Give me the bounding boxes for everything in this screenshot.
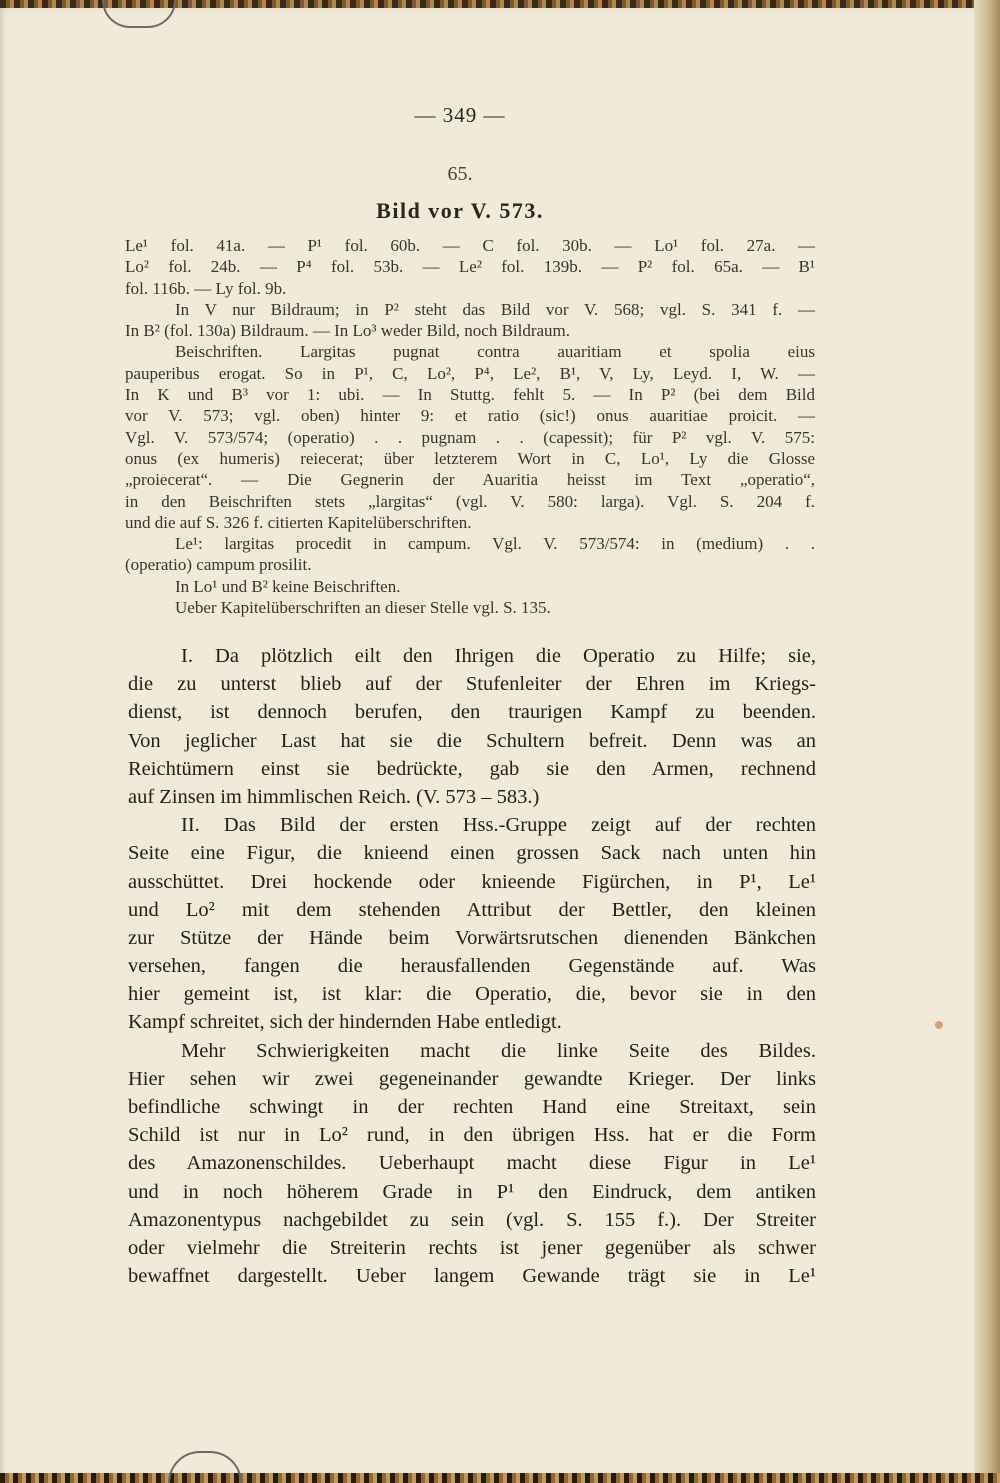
corner-mark-bottom bbox=[168, 1451, 242, 1483]
note-line: (operatio) campum prosilit. bbox=[125, 555, 312, 575]
section-number: 65. bbox=[447, 163, 473, 185]
body-line: Von jeglicher Last hat sie die Schultern befreit. Denn was an bbox=[128, 729, 816, 752]
body-line: befindliche schwingt in der rechten Hand eine Streitaxt, sein bbox=[128, 1096, 816, 1118]
footnote-block bbox=[125, 235, 815, 618]
note-line: In B² (fol. 130a) Bildraum. — In Lo³ weder Bild, noch Bildraum. bbox=[125, 321, 571, 341]
body-line: hier gemeint ist, ist klar: die Operatio, die, bevor sie in den bbox=[128, 983, 816, 1006]
note-line: Beischriften. Largitas pugnat contra auaritiam et spolia eius bbox=[175, 342, 815, 362]
note-line: fol. 116b. — Ly fol. 9b. bbox=[125, 278, 287, 298]
note-line: Le¹ fol. 41a. — P¹ fol. 60b. — C fol. 30b. — Lo¹ fol. 27a. — bbox=[125, 236, 815, 255]
body-line: Reichtümern einst sie bedrückte, gab sie den Armen, rechnend bbox=[128, 757, 816, 780]
body-line: Hier sehen wir zwei gegeneinander gewandte Krieger. Der links bbox=[128, 1067, 816, 1090]
note-line: Le¹: largitas procedit in campum. Vgl. V. 573/574: in (medium) . . bbox=[175, 534, 815, 554]
body-line: auf Zinsen im himmlischen Reich. (V. 573 – 583.) bbox=[128, 785, 540, 808]
body-line: bewaffnet dargestellt. Ueber langem Gewande trägt sie in Le¹ bbox=[128, 1265, 816, 1288]
note-line: Vgl. V. 573/574; (operatio) . . pugnam . . (capessit); für P² vgl. V. 575: bbox=[125, 427, 815, 447]
body-line: des Amazonenschildes. Ueberhaupt macht diese Figur in Le¹ bbox=[128, 1152, 816, 1175]
body-line: die zu unterst blieb auf der Stufenleiter der Ehren im Kriegs- bbox=[128, 673, 816, 696]
body-line: II. Das Bild der ersten Hss.-Gruppe zeigt auf der rechten bbox=[181, 814, 816, 837]
body-text bbox=[128, 642, 816, 1290]
note-line: vor V. 573; vgl. oben) hinter 9: et ratio (sic!) onus auaritiae proicit. — bbox=[125, 406, 815, 426]
note-line: Ueber Kapitelüberschriften an dieser Stelle vgl. S. 135. bbox=[175, 598, 551, 618]
body-line: Schild ist nur in Lo² rund, in den übrigen Hss. hat er die Form bbox=[128, 1124, 816, 1147]
body-line: oder vielmehr die Streiterin rechts ist jener gegenüber als schwer bbox=[128, 1236, 816, 1259]
note-line: In V nur Bildraum; in P² steht das Bild vor V. 568; vgl. S. 341 f. — bbox=[175, 299, 815, 319]
body-line: und Lo² mit dem stehenden Attribut der Bettler, den kleinen bbox=[128, 898, 816, 921]
note-line: onus (ex humeris) reiecerat; über letzterem Wort in C, Lo¹, Ly die Glosse bbox=[125, 448, 815, 468]
body-line: Kampf schreitet, sich der hindernden Habe entledigt. bbox=[128, 1011, 562, 1034]
body-line: Seite eine Figur, die knieend einen grossen Sack nach unten hin bbox=[128, 842, 816, 865]
note-line: pauperibus erogat. So in P¹, C, Lo², P⁴, Le², B¹, V, Ly, Leyd. I, W. — bbox=[125, 363, 815, 383]
ink-spot bbox=[935, 1021, 943, 1029]
body-line: Amazonentypus nachgebildet zu sein (vgl. S. 155 f.). Der Streiter bbox=[128, 1208, 816, 1231]
note-line: In K und B³ vor 1: ubi. — In Stuttg. fehlt 5. — In P² (bei dem Bild bbox=[125, 385, 815, 405]
body-line: dienst, ist dennoch berufen, den traurigen Kampf zu beenden. bbox=[128, 701, 816, 724]
note-line: und die auf S. 326 f. citierten Kapitelüberschriften. bbox=[125, 512, 472, 532]
note-line: Lo² fol. 24b. — P⁴ fol. 53b. — Le² fol. 139b. — P² fol. 65a. — B¹ bbox=[125, 257, 815, 277]
body-line: I. Da plötzlich eilt den Ihrigen die Operatio zu Hilfe; sie, bbox=[181, 645, 816, 667]
corner-mark-top bbox=[102, 0, 176, 28]
body-line: ausschüttet. Drei hockende oder knieende Figürchen, in P¹, Le¹ bbox=[128, 870, 816, 893]
body-line: zur Stütze der Hände beim Vorwärtsrutschen dienenden Bänkchen bbox=[128, 926, 816, 949]
note-line: in den Beischriften stets „largitas“ (vgl. V. 580: larga). Vgl. S. 204 f. bbox=[125, 491, 815, 511]
note-line: In Lo¹ und B² keine Beischriften. bbox=[175, 576, 401, 596]
section-heading: Bild vor V. 573. bbox=[376, 198, 544, 223]
body-line: und in noch höherem Grade in P¹ den Eindruck, dem antiken bbox=[128, 1180, 816, 1203]
page-number: — 349 — bbox=[414, 103, 506, 127]
page-bottom-edge bbox=[0, 1473, 1000, 1483]
body-line: versehen, fangen die herausfallenden Gegenstände auf. Was bbox=[128, 955, 816, 978]
page-right-edge bbox=[974, 0, 1000, 1483]
body-line: Mehr Schwierigkeiten macht die linke Seite des Bildes. bbox=[181, 1039, 816, 1062]
note-line: „proiecerat“. — Die Gegnerin der Auaritia heisst im Text „operatio“, bbox=[125, 470, 815, 490]
